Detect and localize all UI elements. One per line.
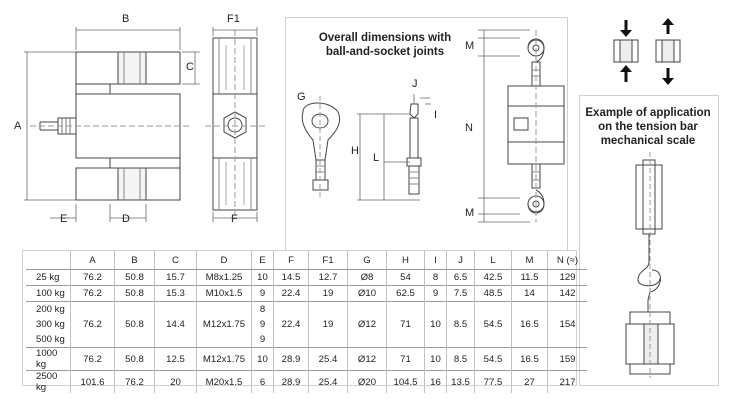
table-row xyxy=(26,332,587,348)
table-cell: 28.9 xyxy=(274,348,309,371)
table-header-cell: B xyxy=(115,251,155,270)
table-row-label: 100 kg xyxy=(26,286,71,302)
application-drawing xyxy=(626,152,674,378)
table-cell xyxy=(447,332,475,348)
table-cell: Ø12 xyxy=(348,317,387,332)
table-cell xyxy=(387,302,425,318)
table-cell: 42.5 xyxy=(475,270,512,286)
table-cell: M8x1.25 xyxy=(197,270,252,286)
table-row-label: 200 kg xyxy=(26,302,71,318)
table-cell xyxy=(512,332,548,348)
joints-panel-title xyxy=(295,31,475,59)
table-cell xyxy=(475,332,512,348)
table-cell xyxy=(115,302,155,318)
table-cell: 50.8 xyxy=(115,270,155,286)
table-cell: 129 xyxy=(548,270,588,286)
table-cell xyxy=(548,332,588,348)
table-cell: 19 xyxy=(309,317,348,332)
dim-label-b: B xyxy=(122,13,130,25)
table-cell: 104.5 xyxy=(387,371,425,394)
joint-drawing xyxy=(302,94,431,200)
table-row-label: 2500 kg xyxy=(26,371,71,394)
table-cell: Ø20 xyxy=(348,371,387,394)
table-cell: 9 xyxy=(252,317,274,332)
table-cell: 10 xyxy=(425,348,447,371)
table-header-cell: E xyxy=(252,251,274,270)
table-header-cell: D xyxy=(197,251,252,270)
table-cell: 25.4 xyxy=(309,348,348,371)
table-cell xyxy=(548,302,588,318)
table-cell xyxy=(512,302,548,318)
table-row xyxy=(26,317,587,332)
table-header-cell: C xyxy=(155,251,197,270)
table-cell: 14 xyxy=(512,286,548,302)
application-title-line2: on the tension bar xyxy=(598,121,698,133)
table-cell: 217 xyxy=(548,371,588,394)
table-row-label: 500 kg xyxy=(36,334,65,345)
table-header-cell: A xyxy=(71,251,115,270)
dim-label-d: D xyxy=(122,213,130,225)
table-cell xyxy=(425,302,447,318)
joints-title-line2: ball-and-socket joints xyxy=(325,46,445,58)
table-cell: M20x1.5 xyxy=(197,371,252,394)
table-cell: 54.5 xyxy=(475,348,512,371)
table-cell: 76.2 xyxy=(71,317,115,332)
side-view-drawing xyxy=(205,30,265,218)
table-cell: 11.5 xyxy=(512,270,548,286)
table-header-cell: F xyxy=(274,251,309,270)
table-cell: M10x1.5 xyxy=(197,286,252,302)
assembly-drawing xyxy=(478,30,564,222)
table-cell: 7.5 xyxy=(447,286,475,302)
table-cell: 71 xyxy=(387,348,425,371)
table-cell: 14.5 xyxy=(274,270,309,286)
spec-table xyxy=(26,251,587,393)
table-cell: 101.6 xyxy=(71,371,115,394)
table-cell: 10 xyxy=(252,270,274,286)
table-cell: 16 xyxy=(425,371,447,394)
table-cell: 6.5 xyxy=(447,270,475,286)
table-row xyxy=(26,286,587,302)
table-cell: 54.5 xyxy=(475,317,512,332)
table-cell: 8.5 xyxy=(447,317,475,332)
table-header-cell xyxy=(26,251,71,270)
table-cell: 14.4 xyxy=(155,317,197,332)
table-cell xyxy=(197,302,252,318)
table-header-cell: F1 xyxy=(309,251,348,270)
table-cell: 20 xyxy=(155,371,197,394)
table-cell xyxy=(475,302,512,318)
dim-label-h: H xyxy=(351,145,359,157)
table-cell xyxy=(155,302,197,318)
table-cell xyxy=(274,332,309,348)
table-cell: 76.2 xyxy=(71,270,115,286)
table-cell: 12.7 xyxy=(309,270,348,286)
table-header-cell: J xyxy=(447,251,475,270)
table-cell: 50.8 xyxy=(115,317,155,332)
table-cell: 77.5 xyxy=(475,371,512,394)
table-cell: 54 xyxy=(387,270,425,286)
table-cell: 142 xyxy=(548,286,588,302)
table-cell: 9 xyxy=(252,286,274,302)
dim-label-n: N xyxy=(465,122,473,134)
table-cell: 10 xyxy=(425,317,447,332)
dim-label-g: G xyxy=(297,91,306,103)
table-row-label: 25 kg xyxy=(36,272,60,283)
dim-label-c: C xyxy=(186,61,194,73)
application-title-line3: mechanical scale xyxy=(600,135,696,147)
table-cell xyxy=(348,302,387,318)
table-cell xyxy=(447,302,475,318)
table-cell xyxy=(155,332,197,348)
table-row xyxy=(26,302,587,318)
table-cell: 10 xyxy=(252,348,274,371)
table-cell xyxy=(197,332,252,348)
dim-label-m-bottom: M xyxy=(465,207,475,219)
table-cell xyxy=(115,332,155,348)
table-cell xyxy=(425,332,447,348)
dim-label-i: I xyxy=(434,109,438,121)
table-cell: 27 xyxy=(512,371,548,394)
table-cell xyxy=(348,332,387,348)
table-cell: 50.8 xyxy=(115,286,155,302)
table-row xyxy=(26,371,587,394)
table-cell: 19 xyxy=(309,286,348,302)
table-cell: 16.5 xyxy=(512,317,548,332)
table-cell: Ø8 xyxy=(348,270,387,286)
table-cell: 8.5 xyxy=(447,348,475,371)
application-title-line1: Example of application xyxy=(585,107,711,119)
table-cell: 159 xyxy=(548,348,588,371)
spec-table-body xyxy=(26,270,587,394)
table-row-label: 1000 kg xyxy=(26,348,71,371)
table-cell: 71 xyxy=(387,317,425,332)
table-cell xyxy=(309,332,348,348)
table-row xyxy=(26,270,587,286)
table-cell: 22.4 xyxy=(274,317,309,332)
dim-label-m-top: M xyxy=(465,40,475,52)
table-header-cell: M xyxy=(512,251,548,270)
table-header-cell: H xyxy=(387,251,425,270)
application-panel-title xyxy=(582,106,714,148)
table-cell: 25.4 xyxy=(309,371,348,394)
table-cell: Ø12 xyxy=(348,348,387,371)
table-cell: 12.5 xyxy=(155,348,197,371)
table-cell xyxy=(387,332,425,348)
table-cell: Ø10 xyxy=(348,286,387,302)
dim-label-f: F xyxy=(231,213,238,225)
table-cell: 8 xyxy=(252,302,274,318)
joints-title-line1: Overall dimensions with xyxy=(318,32,452,44)
table-header-cell: I xyxy=(425,251,447,270)
table-cell xyxy=(71,332,115,348)
table-header-cell: G xyxy=(348,251,387,270)
table-cell: 50.8 xyxy=(115,348,155,371)
load-direction-icons xyxy=(614,18,680,85)
table-cell: 22.4 xyxy=(274,286,309,302)
table-cell: 28.9 xyxy=(274,371,309,394)
table-header-cell: L xyxy=(475,251,512,270)
table-cell: 8 xyxy=(425,270,447,286)
dim-label-a: A xyxy=(14,120,22,132)
table-cell: 76.2 xyxy=(71,286,115,302)
table-cell xyxy=(274,302,309,318)
table-cell xyxy=(71,302,115,318)
table-row xyxy=(26,348,587,371)
table-cell xyxy=(309,302,348,318)
table-cell: 9 xyxy=(425,286,447,302)
table-cell: 16.5 xyxy=(512,348,548,371)
table-header-cell: N (≈) xyxy=(548,251,588,270)
table-cell: 62.5 xyxy=(387,286,425,302)
table-cell: 154 xyxy=(548,317,588,332)
table-cell: 15.3 xyxy=(155,286,197,302)
table-cell: M12x1.75 xyxy=(197,317,252,332)
dim-label-f1: F1 xyxy=(227,13,240,25)
front-view-drawing xyxy=(30,52,190,200)
dim-label-e: E xyxy=(60,213,68,225)
table-cell: 48.5 xyxy=(475,286,512,302)
table-cell: 76.2 xyxy=(71,348,115,371)
table-cell: 13.5 xyxy=(447,371,475,394)
table-header-row xyxy=(26,251,587,270)
table-cell: 76.2 xyxy=(115,371,155,394)
dim-label-l: L xyxy=(373,152,380,164)
table-cell: 6 xyxy=(252,371,274,394)
table-cell: 15.7 xyxy=(155,270,197,286)
dim-label-j: J xyxy=(412,78,418,90)
table-cell: 9 xyxy=(252,332,274,348)
table-row-label: 300 kg xyxy=(36,319,65,330)
table-cell: M12x1.75 xyxy=(197,348,252,371)
